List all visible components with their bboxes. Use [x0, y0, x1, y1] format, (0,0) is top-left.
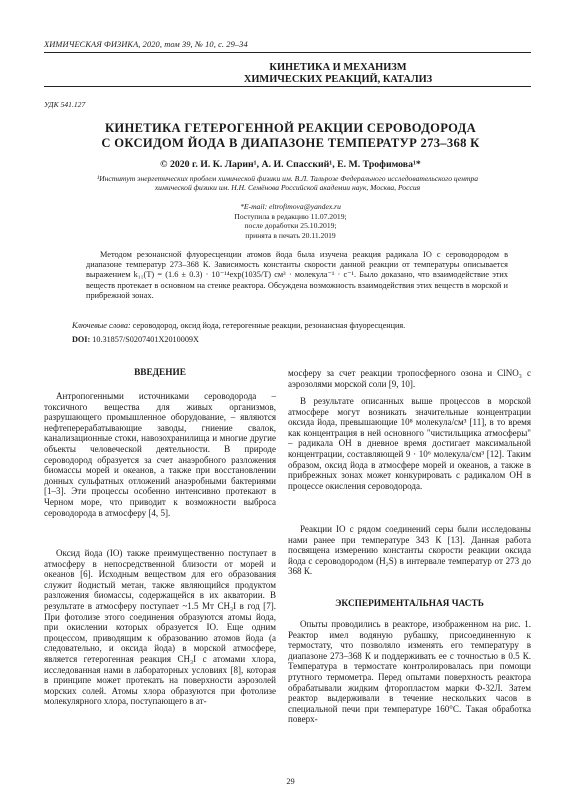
- article-abstract: Методом резонансной флуоресценции атомов йода была изучена реакция радикала IO с сероводородом в диапазоне температур 273–368 К. Зависимость константы скорости данной реакции от температуры описывается выражением k₁₁(T) = (1.6 ± 0.3) · 10⁻¹⁴exp(1035/T) см³ · молекула⁻¹ · с⁻¹. Было доказано, что взаимодействие этих веществ протекает в основном на стенке реактора. Обсуждена возможность взаимодействия этих веществ в морской и прибрежной зонах.: [86, 250, 508, 300]
- affiliation-line-1: ¹Институт энергетических проблем химической физики им. В.Л. Тальрозе Федерального исследовательского центра: [96, 174, 479, 183]
- intro-paragraph-4: В результате описанных выше процессов в морской атмосфере могут возникать значительные концентрации оксида йода, превышающие 10⁸ молекула/см³ [11], в то время как концентрация в ней основного "чистильщика атмосферы" – радикала OH в дневное время достигает максимальной концентрации, составляющей 9 · 10⁶ молекула/см³ [12]. Таким образом, оксид йода в атмосфере морей и океанов, а также в прибрежных зонах может конкурировать с радикалом OH в процессе окисления сероводорода.: [288, 396, 531, 491]
- page-number: 29: [286, 777, 295, 786]
- section-heading-line-2: ХИМИЧЕСКИХ РЕАКЦИЙ, КАТАЛИЗ: [243, 73, 433, 85]
- article-title-line-1: КИНЕТИКА ГЕТЕРОГЕННОЙ РЕАКЦИИ СЕРОВОДОРОДА: [104, 121, 476, 135]
- date-received: Поступила в редакцию 11.07.2019;: [234, 212, 347, 221]
- section-rule-lower: [44, 86, 531, 87]
- intro-heading: ВВЕДЕНИЕ: [134, 368, 186, 378]
- article-title: [0, 121, 581, 150]
- affiliation-line-2: химической физики им. Н.Н. Семёнова Российской академии наук, Москва, Россия: [154, 183, 421, 193]
- header-rule: [44, 52, 531, 53]
- running-header: ХИМИЧЕСКАЯ ФИЗИКА, 2020, том 39, № 10, с. 29–34: [44, 40, 248, 49]
- intro-paragraph-1: Антропогенными источниками сероводорода – токсичного вещества для живых организмов, разрушающего промышленное оборудование, – являются нефтеперерабатывающие заводы, гниение свалок, канализационные стоки, навозохранилища и многие другие объекты человеческой деятельности. В природе сероводород образуется за счет анаэробного разложения биомассы морей и океанов, а также при восстановлении донных сульфатных отложений анаэробными бактериями [1–3]. Эти процессы особенно интенсивно протекают в Черном море, что приводит к возможности выброса сероводорода в атмосферу [4, 5].: [44, 391, 276, 518]
- keywords: [72, 321, 508, 331]
- submission-dates: [0, 212, 581, 240]
- author-email: *E-mail: eltrofimova@yandex.ru: [240, 202, 341, 211]
- date-revised: после доработки 25.10.2019;: [244, 221, 337, 231]
- experimental-heading: ЭКСПЕРИМЕНТАЛЬНАЯ ЧАСТЬ: [335, 599, 484, 609]
- experimental-paragraph-1: Опыты проводились в реакторе, изображенном на рис. 1. Реактор имел водяную рубашку, присоединенную к термостату, что позволяло изменять его температуру в диапазоне 273–368 К и поддерживать ее с точностью в 0.5 К. Температура в термостате контролировалась при помощи ртутного термометра. Перед опытами поверхность реактора обрабатывали жидким фторопластом марки Ф-32Л. Затем реактор выдерживали в течение нескольких часов в специальной печи при температуре 160°C. Такая обработка поверх-: [288, 619, 531, 725]
- section-heading: [0, 62, 581, 85]
- doi: [72, 335, 199, 344]
- date-accepted: принята в печать 20.11.2019: [245, 230, 336, 240]
- article-authors: © 2020 г. И. К. Ларин¹, А. И. Спасский¹, Е. М. Трофимова¹*: [160, 159, 421, 170]
- section-heading-line-1: КИНЕТИКА И МЕХАНИЗМ: [269, 62, 407, 73]
- intro-paragraph-5: Реакции IO с рядом соединений серы были исследованы нами ранее при температуре 343 К [13]. Данная работа посвящена измерению константы скорости реакции оксида йода с сероводородом (H₂S) в интервале температур от 273 до 368 К.: [288, 524, 531, 577]
- keywords-label: Ключевые слова:: [72, 321, 131, 330]
- intro-paragraph-3-continued: мосферу за счет реакции тропосферного озона и ClNO₃ с аэрозолями морской соли [9, 10].: [288, 368, 531, 389]
- doi-value: 10.31857/S0207401X2010009X: [90, 335, 199, 344]
- keywords-list: сероводород, оксид йода, гетерогенные реакции, резонансная флуоресценция.: [130, 321, 406, 330]
- article-title-line-2: С ОКСИДОМ ЙОДА В ДИАПАЗОНЕ ТЕМПЕРАТУР 273–368 К: [101, 135, 480, 150]
- intro-paragraph-2: Оксид йода (IO) также преимущественно поступает в атмосферу в непосредственной близости от морей и океанов [6]. Исходным веществом для его образования служит йодистый метан, также являющийся продуктом разложения биомассы, содержащейся в их акватории. В результате в атмосферу поступает ~1.5 Мт CH₃I в год [7]. При фотолизе этого соединения образуются атомы йода, при окислении которых образуется IO. Еще одним процессом, приводящим к образованию атомов йода (а следовательно, и оксида йода) в морской атмосфере, является гетерогенная реакция CH₃I с атомами хлора, исследованная нами в лабораторных условиях [8], которая в принципе может протекать на поверхности аэрозолей морских солей. Атомы хлора образуются при фотолизе молекулярного хлора, поступающего в ат-: [44, 548, 276, 707]
- author-affiliation: [44, 174, 531, 193]
- udk-code: УДК 541.127: [44, 100, 86, 109]
- doi-label: DOI:: [72, 335, 91, 344]
